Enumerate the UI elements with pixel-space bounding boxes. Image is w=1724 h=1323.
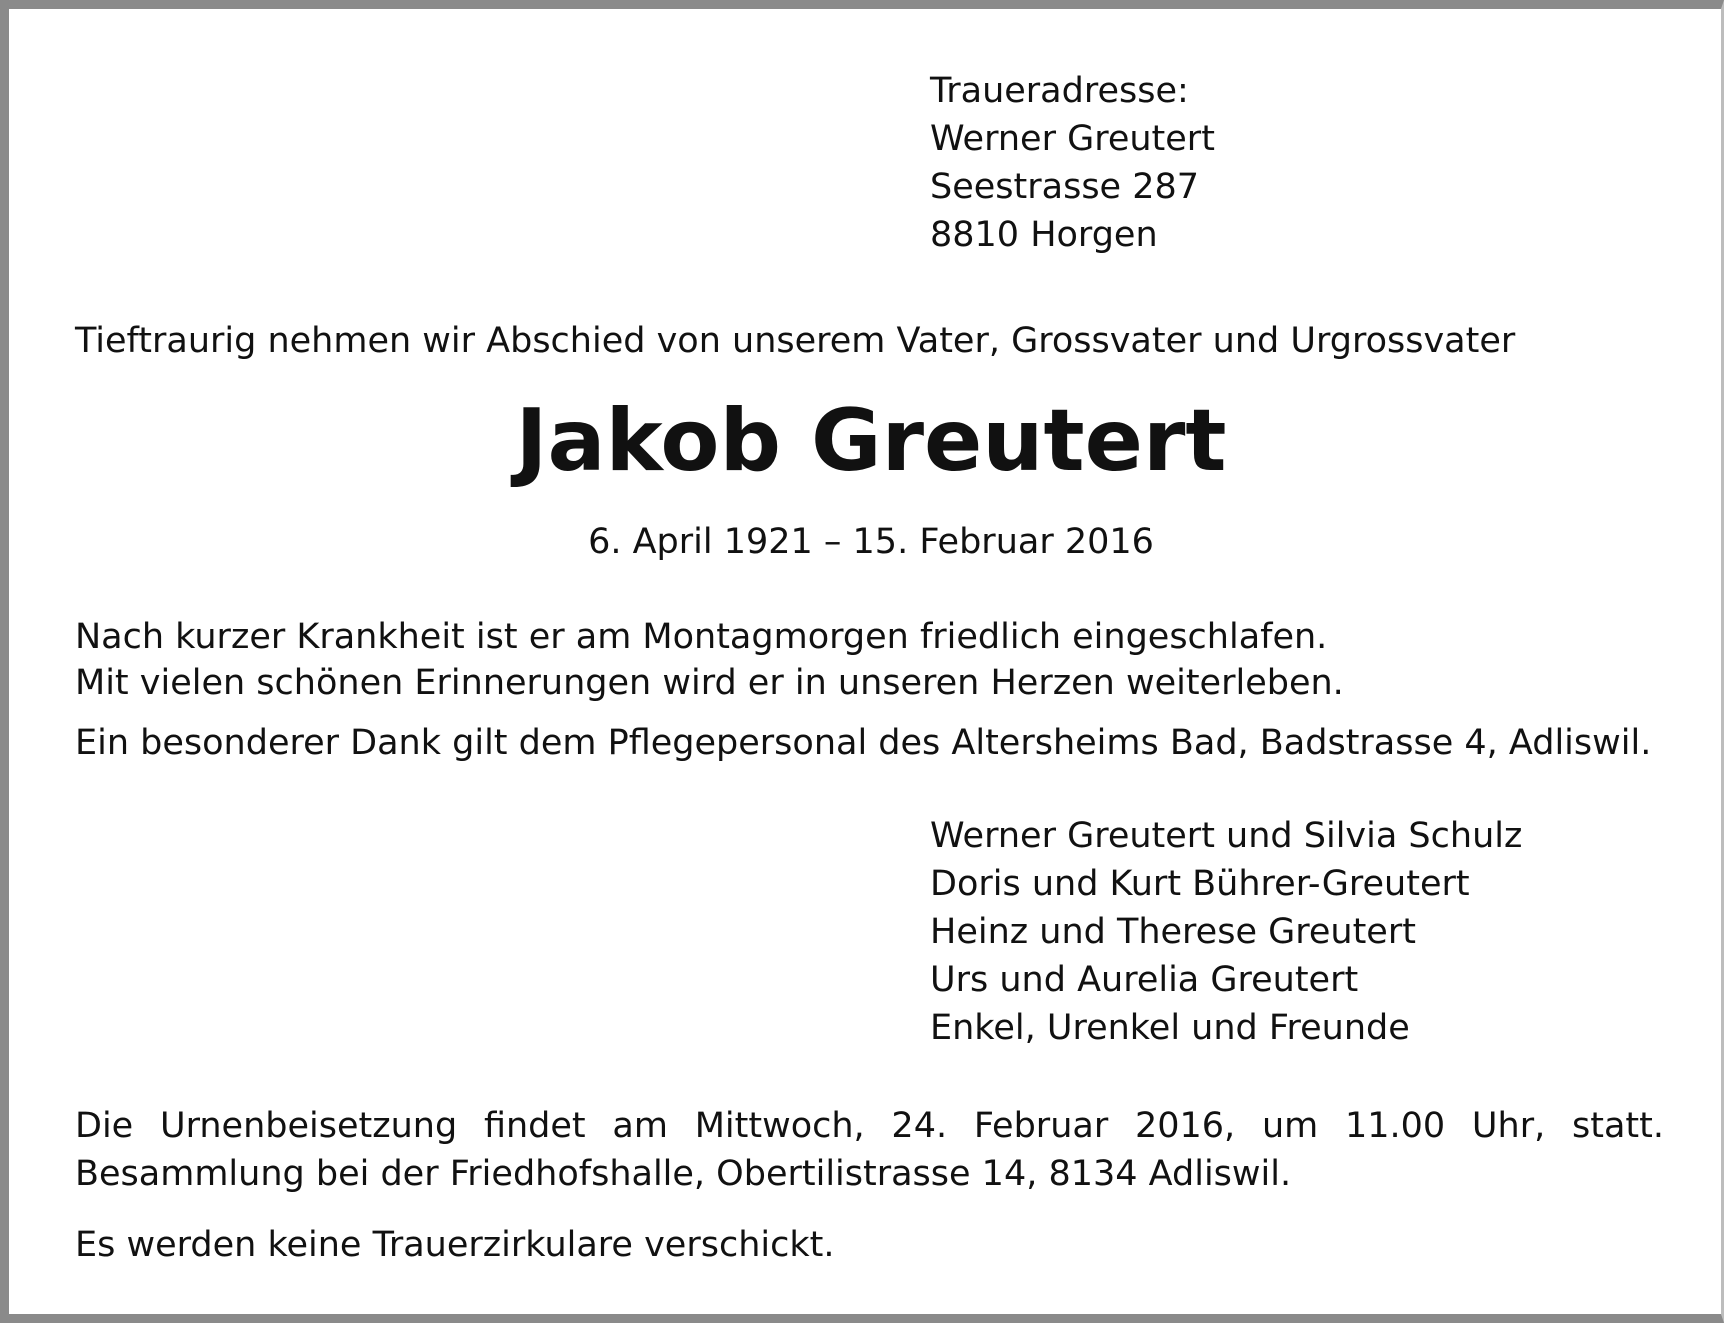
closing-text: Es werden keine Trauerzirkulare verschickt.	[75, 1225, 835, 1265]
ceremony-line-1: Die Urnenbeisetzung findet am Mittwoch, 24. Februar 2016, um 11.00 Uhr, statt.	[75, 1106, 1664, 1146]
life-dates: 6. April 1921 – 15. Februar 2016	[588, 522, 1154, 562]
ceremony-line-2: Besammlung bei der Friedhofshalle, Obertilistrasse 14, 8134 Adliswil.	[75, 1154, 1292, 1194]
mourner-5: Enkel, Urenkel und Freunde	[930, 1008, 1410, 1048]
thanks-text: Ein besonderer Dank gilt dem Pflegepersonal des Altersheims Bad, Badstrasse 4, Adliswil.	[75, 723, 1652, 763]
mourner-2: Doris und Kurt Bührer-Greutert	[930, 864, 1470, 904]
mourner-1: Werner Greutert und Silvia Schulz	[930, 816, 1523, 856]
message-line-2: Mit vielen schönen Erinnerungen wird er in unseren Herzen weiterleben.	[75, 663, 1344, 703]
intro-text: Tieftraurig nehmen wir Abschied von unserem Vater, Grossvater und Urgrossvater	[75, 321, 1516, 361]
address-street: Seestrasse 287	[930, 167, 1200, 207]
message-line-1: Nach kurzer Krankheit ist er am Montagmorgen friedlich eingeschlafen.	[75, 617, 1328, 657]
mourner-3: Heinz und Therese Greutert	[930, 912, 1416, 952]
mourner-4: Urs und Aurelia Greutert	[930, 960, 1359, 1000]
address-heading: Traueradresse:	[930, 71, 1189, 111]
address-city: 8810 Horgen	[930, 215, 1158, 255]
address-name: Werner Greutert	[930, 119, 1215, 159]
deceased-name: Jakob Greutert	[515, 391, 1227, 491]
